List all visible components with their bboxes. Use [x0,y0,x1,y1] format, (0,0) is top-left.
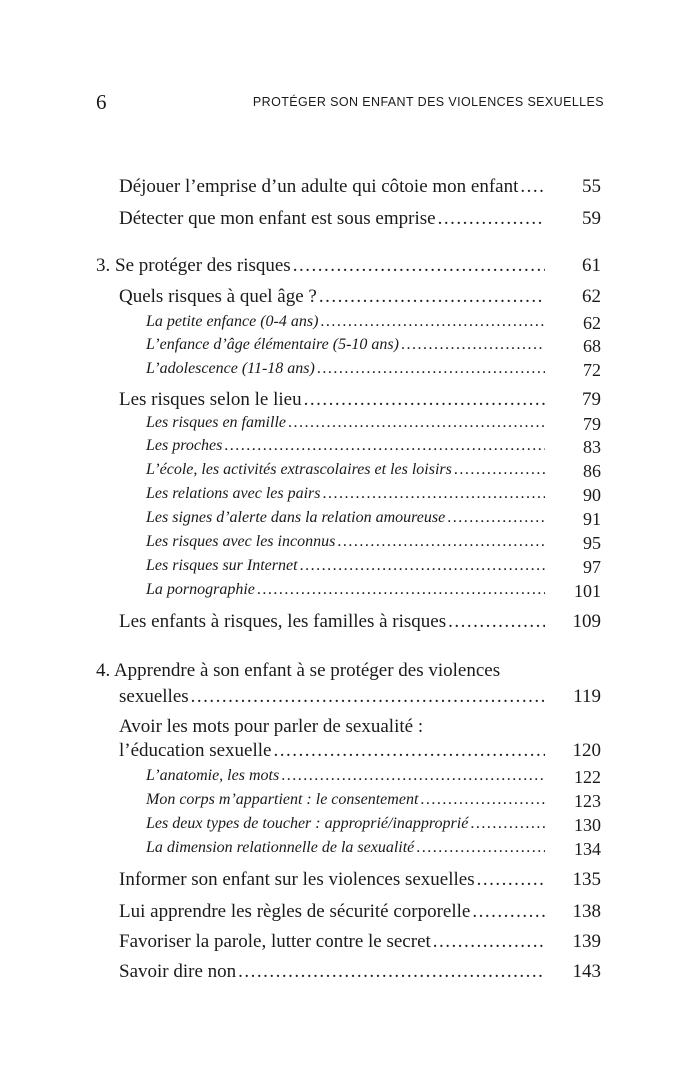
toc-entry[interactable] [119,961,601,982]
toc-subentry[interactable] [146,414,601,434]
toc-entry-title: l’éducation sexuelle [119,740,272,761]
toc-subentry-page: 97 [583,557,601,577]
toc-subentry-page: 68 [583,336,601,356]
toc-subentry[interactable] [146,336,601,356]
toc-entry-title: Informer son enfant sur les violences sexuelles [119,869,475,890]
toc-subentry-title: L’adolescence (11-18 ans) [146,360,315,377]
running-title: PROTÉGER SON ENFANT DES VIOLENCES SEXUELLES [252,95,604,109]
toc-subentry-title: La dimension relationnelle de la sexualité [146,839,415,856]
toc-entry-page: 139 [572,931,601,952]
toc-subentry-title: L’école, les activités extrascolaires et les loisirs [146,461,452,478]
toc-subentry-page: 72 [583,360,601,380]
toc-entry-page: 55 [582,176,601,197]
toc-subentry-page: 130 [574,815,601,835]
toc-subentry[interactable] [146,581,601,601]
toc-section[interactable] [96,255,601,276]
toc-entry-title: Les enfants à risques, les familles à risques [119,611,447,632]
toc-section-title-line1[interactable]: 4. Apprendre à son enfant à se protéger des violences [96,660,501,681]
toc-subentry[interactable] [146,461,601,481]
toc-subentry[interactable] [146,313,601,333]
toc-subentry[interactable] [146,437,601,457]
toc-entry-page: 109 [572,611,601,632]
toc-subentry[interactable] [146,360,601,380]
toc-subentry-title: Les deux types de toucher : approprié/inapproprié [146,815,469,832]
toc-subentry[interactable] [146,557,601,577]
toc-section-page: 119 [573,686,601,707]
toc-subentry-page: 83 [583,437,601,457]
toc-subentry[interactable] [146,791,601,811]
toc-subentry[interactable] [146,815,601,835]
toc-entry-title: Savoir dire non [119,961,237,982]
toc-section-title: sexuelles [119,686,189,707]
toc-entry[interactable] [119,740,601,761]
toc-section[interactable] [119,686,601,707]
toc-entry-title-line1[interactable]: Avoir les mots pour parler de sexualité : [119,716,424,737]
toc-subentry[interactable] [146,509,601,529]
toc-entry-title: Les risques selon le lieu [119,389,302,410]
toc-entry[interactable] [119,931,601,952]
toc-subentry-title: Mon corps m’appartient : le consentement [146,791,419,808]
toc-entry-title: Lui apprendre les règles de sécurité corporelle [119,901,471,922]
toc-subentry-page: 123 [574,791,601,811]
toc-entry-title: Favoriser la parole, lutter contre le secret [119,931,431,952]
toc-subentry-title: Les risques avec les inconnus [146,533,336,550]
toc-subentry-title: La petite enfance (0-4 ans) [146,313,319,330]
toc-subentry-page: 62 [583,313,601,333]
toc-subentry-title: L’enfance d’âge élémentaire (5-10 ans) [146,336,399,353]
toc-subentry[interactable] [146,485,601,505]
toc-subentry-page: 122 [574,767,601,787]
toc-entry-page: 59 [582,208,601,229]
toc-subentry-page: 91 [583,509,601,529]
page-number: 6 [96,90,107,114]
toc-section-page: 61 [582,255,601,276]
toc-entry-page: 79 [582,389,601,410]
toc-subentry-title: Les signes d’alerte dans la relation amoureuse [146,509,446,526]
toc-subentry[interactable] [146,533,601,553]
toc-subentry-title: Les risques sur Internet [146,557,298,574]
toc-entry-page: 120 [572,740,601,761]
toc-entry-page: 143 [572,961,601,982]
toc-subentry-page: 86 [583,461,601,481]
toc-section-title: 3. Se protéger des risques [96,255,291,276]
toc-subentry[interactable] [146,767,601,787]
toc-entry-page: 62 [582,286,601,307]
toc-subentry-title: Les risques en famille [146,414,286,431]
toc-subentry-title: La pornographie [146,581,255,598]
toc-entry[interactable] [119,389,601,410]
toc-subentry[interactable] [146,839,601,859]
toc-entry[interactable] [119,869,601,890]
toc-subentry-title: Les relations avec les pairs [146,485,321,502]
toc-entry[interactable] [119,286,601,307]
toc-entry[interactable] [119,611,601,632]
toc-entry[interactable] [119,208,601,229]
toc-entry[interactable] [119,176,601,197]
toc-subentry-page: 79 [583,414,601,434]
toc-entry-page: 138 [572,901,601,922]
toc-entry-title: Détecter que mon enfant est sous emprise [119,208,436,229]
toc-subentry-page: 101 [574,581,601,601]
toc-entry-page: 135 [572,869,601,890]
toc-entry-title: Déjouer l’emprise d’un adulte qui côtoie mon enfant [119,176,519,197]
toc-subentry-page: 90 [583,485,601,505]
toc-subentry-page: 134 [574,839,601,859]
toc-subentry-title: Les proches [146,437,223,454]
toc-subentry-page: 95 [583,533,601,553]
toc-entry[interactable] [119,901,601,922]
toc-entry-title: Quels risques à quel âge ? [119,286,317,307]
toc-subentry-title: L’anatomie, les mots [146,767,280,784]
